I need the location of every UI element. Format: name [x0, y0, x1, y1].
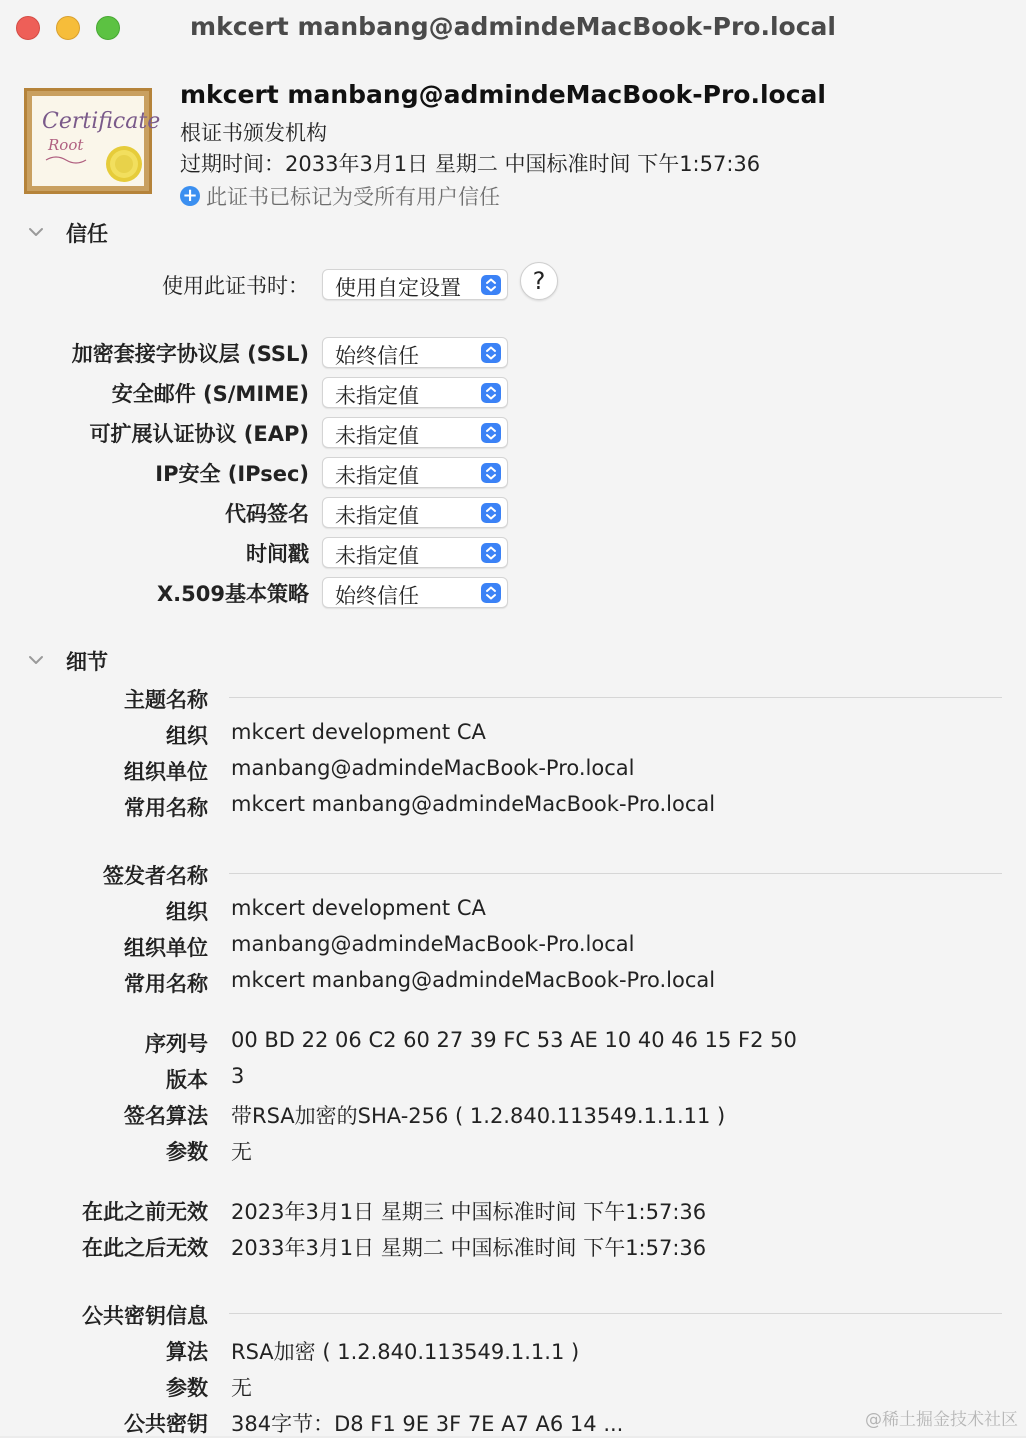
issuer-ou-value: manbang@admindeMacBook-Pro.local — [231, 932, 635, 956]
trust-status — [180, 181, 500, 211]
trust-row-label-timestamp: 时间戳 — [246, 542, 309, 566]
pubkey-alg-label: 算法 — [166, 1340, 208, 1364]
pubkey-params-label: 参数 — [166, 1376, 208, 1400]
popup-stepper-icon — [481, 463, 501, 483]
popup-stepper-icon — [481, 543, 501, 563]
popup-stepper-icon — [481, 423, 501, 443]
subject-cn-value: mkcert manbang@admindeMacBook-Pro.local — [231, 792, 716, 816]
trust-row-label-codesign: 代码签名 — [225, 502, 309, 526]
sigalg-label: 签名算法 — [124, 1104, 208, 1128]
not-before-value: 2023年3月1日 星期三 中国标准时间 下午1:57:36 — [231, 1200, 707, 1224]
pubkey-key-value: 384字节：D8 F1 9E 3F 7E A7 A6 14 ... — [231, 1412, 624, 1436]
subject-divider — [229, 697, 1002, 698]
issuer-cn-label: 常用名称 — [124, 972, 208, 996]
certificate-name: mkcert manbang@admindeMacBook-Pro.local — [180, 80, 826, 109]
trust-popup-value: 未指定值 — [335, 384, 419, 408]
certificate-kind: 根证书颁发机构 — [180, 121, 327, 145]
details-disclosure-chevron-icon[interactable] — [26, 650, 46, 670]
trust-popup-value: 未指定值 — [335, 424, 419, 448]
issuer-heading: 签发者名称 — [103, 864, 208, 888]
subject-org-value: mkcert development CA — [231, 720, 486, 744]
trust-popup-x509[interactable] — [322, 577, 508, 608]
trust-popup-ipsec[interactable] — [322, 457, 508, 488]
trust-popup-value: 始终信任 — [335, 344, 419, 368]
when-using-popup[interactable] — [322, 269, 508, 300]
subject-ou-value: manbang@admindeMacBook-Pro.local — [231, 756, 635, 780]
popup-stepper-icon — [481, 503, 501, 523]
version-value: 3 — [231, 1064, 245, 1088]
trust-row-label-x509: X.509基本策略 — [156, 582, 309, 606]
when-using-value: 使用自定设置 — [335, 276, 461, 300]
pubkey-alg-value: RSA加密 ( 1.2.840.113549.1.1.1 ) — [231, 1340, 580, 1364]
trust-popup-value: 始终信任 — [335, 584, 419, 608]
params-value: 无 — [231, 1140, 252, 1164]
trust-popup-value: 未指定值 — [335, 464, 419, 488]
trust-popup-value: 未指定值 — [335, 544, 419, 568]
certificate-icon — [24, 88, 161, 194]
issuer-org-label: 组织 — [166, 900, 208, 924]
pubkey-params-value: 无 — [231, 1376, 252, 1400]
trust-popup-eap[interactable] — [322, 417, 508, 448]
trust-popup-ssl[interactable] — [322, 337, 508, 368]
trust-status-text: 此证书已标记为受所有用户信任 — [206, 185, 500, 209]
subject-heading: 主题名称 — [124, 688, 208, 712]
pubkey-heading: 公共密钥信息 — [82, 1304, 208, 1328]
subject-org-label: 组织 — [166, 724, 208, 748]
version-label: 版本 — [166, 1068, 208, 1092]
trust-row-label-eap: 可扩展认证协议 (EAP) — [89, 422, 309, 446]
when-using-label: 使用此证书时： — [162, 274, 309, 298]
popup-stepper-icon — [481, 583, 501, 603]
certificate-expiry: 过期时间：2033年3月1日 星期二 中国标准时间 下午1:57:36 — [180, 152, 761, 176]
subject-cn-label: 常用名称 — [124, 796, 208, 820]
serial-label: 序列号 — [145, 1032, 208, 1056]
trust-section-title: 信任 — [66, 222, 108, 246]
trust-popup-codesign[interactable] — [322, 497, 508, 528]
subject-ou-label: 组织单位 — [124, 760, 208, 784]
window-title: mkcert manbang@admindeMacBook-Pro.local — [190, 12, 836, 41]
serial-value: 00 BD 22 06 C2 60 27 39 FC 53 AE 10 40 46 15 F2 50 — [231, 1028, 797, 1052]
not-after-value: 2033年3月1日 星期二 中国标准时间 下午1:57:36 — [231, 1236, 707, 1260]
trust-row-label-ipsec: IP安全 (IPsec) — [155, 462, 309, 486]
popup-stepper-icon — [481, 383, 501, 403]
trust-popup-timestamp[interactable] — [322, 537, 508, 568]
trust-popup-smime[interactable] — [322, 377, 508, 408]
issuer-divider — [229, 873, 1002, 874]
not-before-label: 在此之前无效 — [82, 1200, 208, 1224]
watermark: @稀土掘金技术社区 — [865, 1410, 1018, 1430]
pubkey-key-label: 公共密钥 — [124, 1412, 208, 1436]
trust-popup-value: 未指定值 — [335, 504, 419, 528]
trust-row-label-smime: 安全邮件 (S/MIME) — [111, 382, 309, 406]
plus-circle-icon: + — [180, 186, 200, 206]
pubkey-divider — [229, 1313, 1002, 1314]
details-section-title: 细节 — [66, 650, 108, 674]
params-label: 参数 — [166, 1140, 208, 1164]
gold-seal-icon — [106, 146, 142, 182]
popup-stepper-icon — [481, 275, 501, 295]
issuer-org-value: mkcert development CA — [231, 896, 486, 920]
popup-stepper-icon — [481, 343, 501, 363]
certificate-root-text: Root — [48, 136, 84, 154]
help-button[interactable]: ? — [520, 262, 558, 300]
not-after-label: 在此之后无效 — [82, 1236, 208, 1260]
trust-row-label-ssl: 加密套接字协议层 (SSL) — [71, 342, 309, 366]
issuer-cn-value: mkcert manbang@admindeMacBook-Pro.local — [231, 968, 716, 992]
trust-disclosure-chevron-icon[interactable] — [26, 222, 46, 242]
sigalg-value: 带RSA加密的SHA-256 ( 1.2.840.113549.1.1.11 ) — [231, 1104, 726, 1128]
certificate-script-text: Certificate — [42, 109, 161, 134]
issuer-ou-label: 组织单位 — [124, 936, 208, 960]
